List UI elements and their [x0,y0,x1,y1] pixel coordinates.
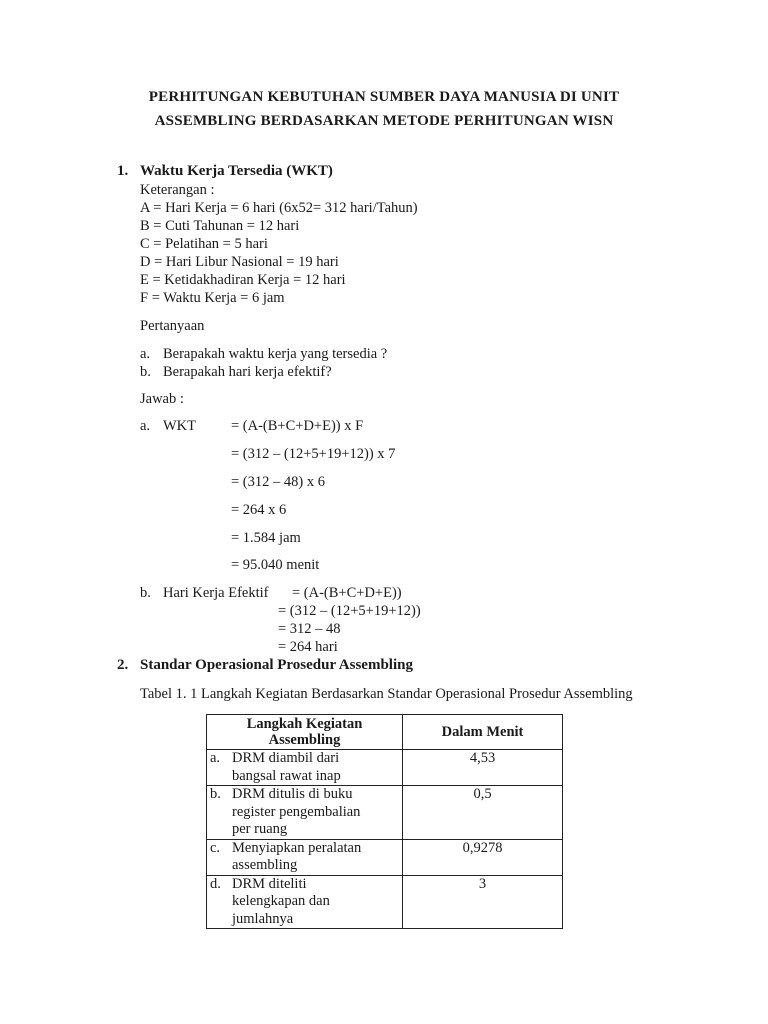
answer-b-step-2: = (312 – (12+5+19+12)) [278,603,421,619]
table-row [207,786,563,840]
row-label: a. [210,750,221,766]
row-label: d. [210,875,221,892]
answer-a-term: WKT [163,418,197,434]
table-row [207,839,563,875]
variable-c: C = Pelatihan = 5 hari [140,236,268,252]
answer-a-step-3: = (312 – 48) x 6 [231,474,325,490]
section-2-number: 2. [117,657,129,673]
question-b-text: Berapakah hari kerja efektif? [163,364,332,380]
header-langkah-kegiatan [207,715,403,750]
header-langkah-line-2: Assembling [268,732,341,748]
table-caption: Tabel 1. 1 Langkah Kegiatan Berdasarkan Standar Operasional Prosedur Assembling [140,686,633,702]
variable-b: B = Cuti Tahunan = 12 hari [140,218,300,234]
answer-a-step-1: = (A-(B+C+D+E)) x F [231,418,364,434]
document-title-line-2: ASSEMBLING BERDASARKAN METODE PERHITUNGAN WISN [154,113,614,129]
variable-f: F = Waktu Kerja = 6 jam [140,290,285,306]
header-langkah-line-1: Langkah Kegiatan [246,716,363,732]
row-label: b. [210,786,221,802]
activity-text: DRM diteliti kelengkapan dan jumlahnya [232,875,330,927]
activity-cell [207,875,403,929]
variable-e: E = Ketidakhadiran Kerja = 12 hari [140,272,346,288]
row-label: c. [210,839,221,856]
minutes-cell: 3 [403,875,563,929]
section-1-heading: Waktu Kerja Tersedia (WKT) [140,163,333,179]
variable-d: D = Hari Libur Nasional = 19 hari [140,254,339,270]
pertanyaan-label: Pertanyaan [140,318,205,334]
document-title-line-1: PERHITUNGAN KEBUTUHAN SUMBER DAYA MANUSIA DI UNIT [148,89,620,105]
answer-b-step-4: = 264 hari [278,639,338,655]
section-2-heading: Standar Operasional Prosedur Assembling [140,657,413,673]
table-row [207,875,563,929]
answer-a-label: a. [140,418,151,434]
question-a-label: a. [140,346,151,362]
header-dalam-menit: Dalam Menit [403,715,563,750]
minutes-cell: 0,5 [403,786,563,840]
table-header-row [207,715,563,750]
answer-b-term: Hari Kerja Efektif [163,585,269,601]
answer-b-step-3: = 312 – 48 [278,621,341,637]
answer-a-step-2: = (312 – (12+5+19+12)) x 7 [231,446,396,462]
activity-cell [207,750,403,786]
activity-text: DRM ditulis di buku register pengembalian per ruang [232,786,361,837]
table-row [207,750,563,786]
answer-b-label: b. [140,585,151,601]
minutes-cell: 0,9278 [403,839,563,875]
answer-a-step-5: = 1.584 jam [231,530,301,546]
jawab-label: Jawab : [140,391,184,407]
sop-table [206,714,563,929]
activity-cell [207,839,403,875]
activity-text: Menyiapkan peralatan assembling [232,839,362,873]
keterangan-label: Keterangan : [140,182,215,198]
activity-cell [207,786,403,840]
answer-a-step-6: = 95.040 menit [231,557,320,573]
section-1-number: 1. [117,163,129,179]
activity-text: DRM diambil dari bangsal rawat inap [232,750,341,784]
question-b-label: b. [140,364,151,380]
answer-a-step-4: = 264 x 6 [231,502,287,518]
question-a-text: Berapakah waktu kerja yang tersedia ? [163,346,388,362]
variable-a: A = Hari Kerja = 6 hari (6x52= 312 hari/Tahun) [140,200,418,216]
answer-b-step-1: = (A-(B+C+D+E)) [292,585,402,601]
minutes-cell: 4,53 [403,750,563,786]
